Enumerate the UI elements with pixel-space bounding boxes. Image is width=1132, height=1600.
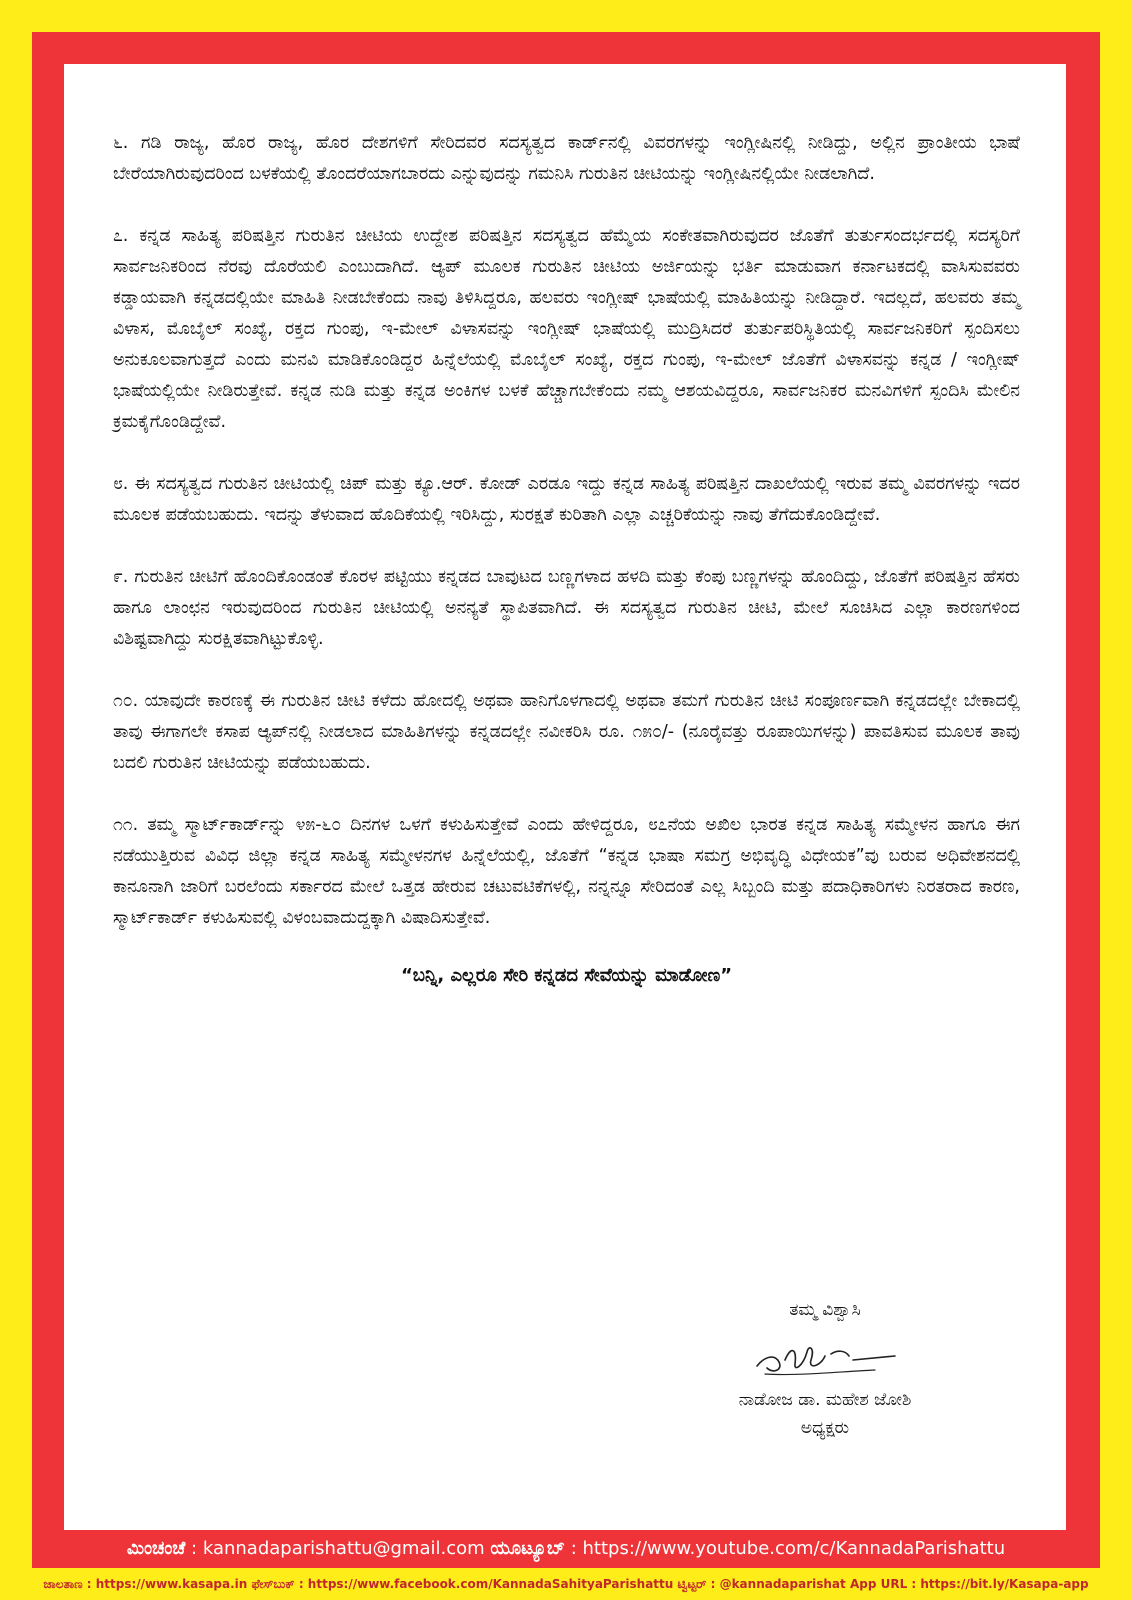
footer-links-bar: ಜಾಲತಾಣ : https://www.kasapa.in ಫೇಸ್‌ಬುಕ್ : https://www.facebook.com/KannadaSahityaParishattu ಟ್ವಿಟ್ಟರ್ : @kannadaparishat App URL : https://bit.ly/Kasapa-app [43,1577,1089,1591]
slogan: “ಬನ್ನಿ, ಎಲ್ಲರೂ ಸೇರಿ ಕನ್ನಡದ ಸೇವೆಯನ್ನು ಮಾಡೋಣ” [400,965,733,986]
paragraph-11: ೧೧. ತಮ್ಮ ಸ್ಮಾರ್ಟ್‌ಕಾರ್ಡ್‌ನ್ನು ೪೫-೬೦ ದಿನಗಳ ಒಳಗೆ ಕಳುಹಿಸುತ್ತೇವೆ ಎಂದು ಹೇಳಿದ್ದರೂ, ೮೭ನೆಯ ಅಖಿಲ ಭಾರತ ಕನ್ನಡ ಸಾಹಿತ್ಯ ಸಮ್ಮೇಳನ ಹಾಗೂ ಈಗ ನಡೆಯುತ್ತಿರುವ ವಿವಿಧ ಜಿಲ್ಲಾ ಕನ್ನಡ ಸಾಹಿತ್ಯ ಸಮ್ಮೇಳನಗಳ ಹಿನ್ನೆಲೆಯಲ್ಲಿ, ಜೊತೆಗೆ “ಕನ್ನಡ ಭಾಷಾ ಸಮಗ್ರ ಅಭಿವೃದ್ಧಿ ವಿಧೇಯಕ”ವು ಬರುವ ಅಧಿವೇಶನದಲ್ಲಿ ಕಾನೂನಾಗಿ ಜಾರಿಗೆ ಬರಲೆಂದು ಸರ್ಕಾರದ ಮೇಲೆ ಒತ್ತಡ ಹೇರುವ ಚಟುವಟಿಕೆಗಳಲ್ಲಿ, ನನ್ನನ್ನೂ ಸೇರಿದಂತೆ ಎಲ್ಲ ಸಿಬ್ಬಂದಿ ಮತ್ತು ಪದಾಧಿಕಾರಿಗಳು ನಿರತರಾದ ಕಾರಣ, ಸ್ಮಾರ್ಟ್‌ಕಾರ್ಡ್ ಕಳುಹಿಸುವಲ್ಲಿ ವಿಳಂಬವಾದುದ್ದಕ್ಕಾಗಿ ವಿಷಾದಿಸುತ್ತೇವೆ. [113,815,1020,928]
app-link[interactable]: https://bit.ly/Kasapa-app [920,1577,1089,1591]
signatory-role: ಅಧ್ಯಕ್ಷರು [800,1418,850,1438]
youtube-separator: : [565,1538,583,1559]
twitter-link[interactable]: @kannadaparishat [719,1577,846,1591]
youtube-label: ಯೂಟ್ಯೂಬ್ [490,1538,565,1559]
youtube-link[interactable]: https://www.youtube.com/c/KannadaParishattu [582,1538,1006,1559]
paragraph-7: ೭. ಕನ್ನಡ ಸಾಹಿತ್ಯ ಪರಿಷತ್ತಿನ ಗುರುತಿನ ಚೀಟಿಯ ಉದ್ದೇಶ ಪರಿಷತ್ತಿನ ಸದಸ್ಯತ್ವದ ಹೆಮ್ಮೆಯ ಸಂಕೇತವಾಗಿರುವುದರ ಜೊತೆಗೆ ತುರ್ತುಸಂದರ್ಭದಲ್ಲಿ ಸದಸ್ಯರಿಗೆ ಸಾರ್ವಜನಿಕರಿಂದ ನೆರವು ದೊರೆಯಲಿ ಎಂಬುದಾಗಿದೆ. ಆ್ಯಪ್ ಮೂಲಕ ಗುರುತಿನ ಚೀಟಿಯ ಅರ್ಜಿಯನ್ನು ಭರ್ತಿ ಮಾಡುವಾಗ ಕರ್ನಾಟಕದಲ್ಲಿ ವಾಸಿಸುವವರು ಕಡ್ಡಾಯವಾಗಿ ಕನ್ನಡದಲ್ಲಿಯೇ ಮಾಹಿತಿ ನೀಡಬೇಕೆಂದು ನಾವು ತಿಳಿಸಿದ್ದರೂ, ಹಲವರು ಇಂಗ್ಲೀಷ್ ಭಾಷೆಯಲ್ಲಿ ಮಾಹಿತಿಯನ್ನು ನೀಡಿದ್ದಾರೆ. ಇದಲ್ಲದೆ, ಹಲವರು ತಮ್ಮ ವಿಳಾಸ, ಮೊಬೈಲ್ ಸಂಖ್ಯೆ, ರಕ್ತದ ಗುಂಪು, ಇ-ಮೇಲ್ ವಿಳಾಸವನ್ನು ಇಂಗ್ಲೀಷ್ ಭಾಷೆಯಲ್ಲಿ ಮುದ್ರಿಸಿದರೆ ತುರ್ತುಪರಿಸ್ಥಿತಿಯಲ್ಲಿ ಸಾರ್ವಜನಿಕರಿಗೆ ಸ್ಪಂದಿಸಲು ಅನುಕೂಲವಾಗುತ್ತದೆ ಎಂದು ಮನವಿ ಮಾಡಿಕೊಂಡಿದ್ದರ ಹಿನ್ನೆಲೆಯಲ್ಲಿ ಮೊಬೈಲ್ ಸಂಖ್ಯೆ, ರಕ್ತದ ಗುಂಪು, ಇ-ಮೇಲ್ ಜೊತೆಗೆ ವಿಳಾಸವನ್ನು ಕನ್ನಡ / ಇಂಗ್ಲೀಷ್ ಭಾಷೆಯಲ್ಲಿಯೇ ನೀಡಿರುತ್ತೇವೆ. ಕನ್ನಡ ನುಡಿ ಮತ್ತು ಕನ್ನಡ ಅಂಕಿಗಳ ಬಳಕೆ ಹೆಚ್ಚಾಗಬೇಕೆಂದು ನಮ್ಮ ಆಶಯವಿದ್ದರೂ, ಸಾರ್ವಜನಿಕರ ಮನವಿಗಳಿಗೆ ಸ್ಪಂದಿಸಿ ಮೇಲಿನ ಕ್ರಮಕೈಗೊಂಡಿದ್ದೇವೆ. [113,226,1020,432]
handwritten-signature [745,1326,905,1382]
facebook-label: ಫೇಸ್‌ಬುಕ್ [251,1577,295,1591]
email-link[interactable]: kannadaparishattu@gmail.com [202,1538,485,1559]
website-link[interactable]: https://www.kasapa.in [95,1577,248,1591]
app-label: App URL [849,1577,908,1591]
paragraph-9: ೯. ಗುರುತಿನ ಚೀಟಿಗೆ ಹೊಂದಿಕೊಂಡಂತೆ ಕೊರಳ ಪಟ್ಟಿಯು ಕನ್ನಡದ ಬಾವುಟದ ಬಣ್ಣಗಳಾದ ಹಳದಿ ಮತ್ತು ಕೆಂಪು ಬಣ್ಣಗಳನ್ನು ಹೊಂದಿದ್ದು, ಜೊತೆಗೆ ಪರಿಷತ್ತಿನ ಹೆಸರು ಹಾಗೂ ಲಾಂಛನ ಇರುವುದರಿಂದ ಗುರುತಿನ ಚೀಟಿಯಲ್ಲಿ ಅನನ್ಯತೆ ಸ್ಥಾಪಿತವಾಗಿದೆ. ಈ ಸದಸ್ಯತ್ವದ ಗುರುತಿನ ಚೀಟಿ, ಮೇಲೆ ಸೂಚಿಸಿದ ಎಲ್ಲಾ ಕಾರಣಗಳಿಂದ ವಿಶಿಷ್ಟವಾಗಿದ್ದು ಸುರಕ್ಷಿತವಾಗಿಟ್ಟುಕೊಳ್ಳಿ. [113,567,1020,649]
twitter-label: ಟ್ವಿಟ್ಟರ್ [677,1577,707,1591]
signature-block [690,1300,960,1438]
paragraph-6: ೬. ಗಡಿ ರಾಜ್ಯ, ಹೊರ ರಾಜ್ಯ, ಹೊರ ದೇಶಗಳಿಗೆ ಸೇರಿದವರ ಸದಸ್ಯತ್ವದ ಕಾರ್ಡ್‌ನಲ್ಲಿ ವಿವರಗಳನ್ನು ಇಂಗ್ಲೀಷಿನಲ್ಲಿ ನೀಡಿದ್ದು, ಅಲ್ಲಿನ ಪ್ರಾಂತೀಯ ಭಾಷೆ ಬೇರೆಯಾಗಿರುವುದರಿಂದ ಬಳಕೆಯಲ್ಲಿ ತೊಂದರೆಯಾಗಬಾರದು ಎನ್ನುವುದನ್ನು ಗಮನಿಸಿ ಗುರುತಿನ ಚೀಟಿಯನ್ನು ಇಂಗ್ಲೀಷಿನಲ್ಲಿಯೇ ನೀಡಲಾಗಿದೆ. [113,133,1020,184]
letter-body [113,128,1020,986]
footer-contact-bar [32,1530,1100,1568]
paragraph-10: ೧೦. ಯಾವುದೇ ಕಾರಣಕ್ಕೆ ಈ ಗುರುತಿನ ಚೀಟಿ ಕಳೆದು ಹೋದಲ್ಲಿ ಅಥವಾ ಹಾನಿಗೊಳಗಾದಲ್ಲಿ ಅಥವಾ ತಮಗೆ ಗುರುತಿನ ಚೀಟಿ ಸಂಪೂರ್ಣವಾಗಿ ಕನ್ನಡದಲ್ಲೇ ಬೇಕಾದಲ್ಲಿ ತಾವು ಈಗಾಗಲೇ ಕಸಾಪ ಆ್ಯಪ್‌ನಲ್ಲಿ ನೀಡಲಾದ ಮಾಹಿತಿಗಳನ್ನು ಕನ್ನಡದಲ್ಲೇ ನವೀಕರಿಸಿ ರೂ. ೧೫೦/- (ನೂರೈವತ್ತು ರೂಪಾಯಿಗಳನ್ನು) ಪಾವತಿಸುವ ಮೂಲಕ ತಾವು ಬದಲಿ ಗುರುತಿನ ಚೀಟಿಯನ್ನು ಪಡೆಯಬಹುದು. [113,691,1020,773]
facebook-link[interactable]: https://www.facebook.com/KannadaSahityaParishattu [307,1577,674,1591]
website-label: ಜಾಲತಾಣ [43,1577,83,1591]
email-label: ಮಿಂಚಂಚೆ [126,1538,186,1559]
closing-text: ತಮ್ಮ ವಿಶ್ವಾಸಿ [789,1300,861,1320]
paragraph-8: ೮. ಈ ಸದಸ್ಯತ್ವದ ಗುರುತಿನ ಚೀಟಿಯಲ್ಲಿ ಚಿಪ್ ಮತ್ತು ಕ್ಯೂ.ಆರ್. ಕೋಡ್ ಎರಡೂ ಇದ್ದು ಕನ್ನಡ ಸಾಹಿತ್ಯ ಪರಿಷತ್ತಿನ ದಾಖಲೆಯಲ್ಲಿ ಇರುವ ತಮ್ಮ ವಿವರಗಳನ್ನು ಇದರ ಮೂಲಕ ಪಡೆಯಬಹುದು. ಇದನ್ನು ತೆಳುವಾದ ಹೊದಿಕೆಯಲ್ಲಿ ಇರಿಸಿದ್ದು, ಸುರಕ್ಷತೆ ಕುರಿತಾಗಿ ಎಲ್ಲಾ ಎಚ್ಚರಿಕೆಯನ್ನು ನಾವು ತೆಗೆದುಕೊಂಡಿದ್ದೇವೆ. [113,474,1020,525]
signatory-name: ನಾಡೋಜ ಡಾ. ಮಹೇಶ ಜೋಶಿ [738,1390,912,1410]
email-separator: : [185,1538,203,1559]
